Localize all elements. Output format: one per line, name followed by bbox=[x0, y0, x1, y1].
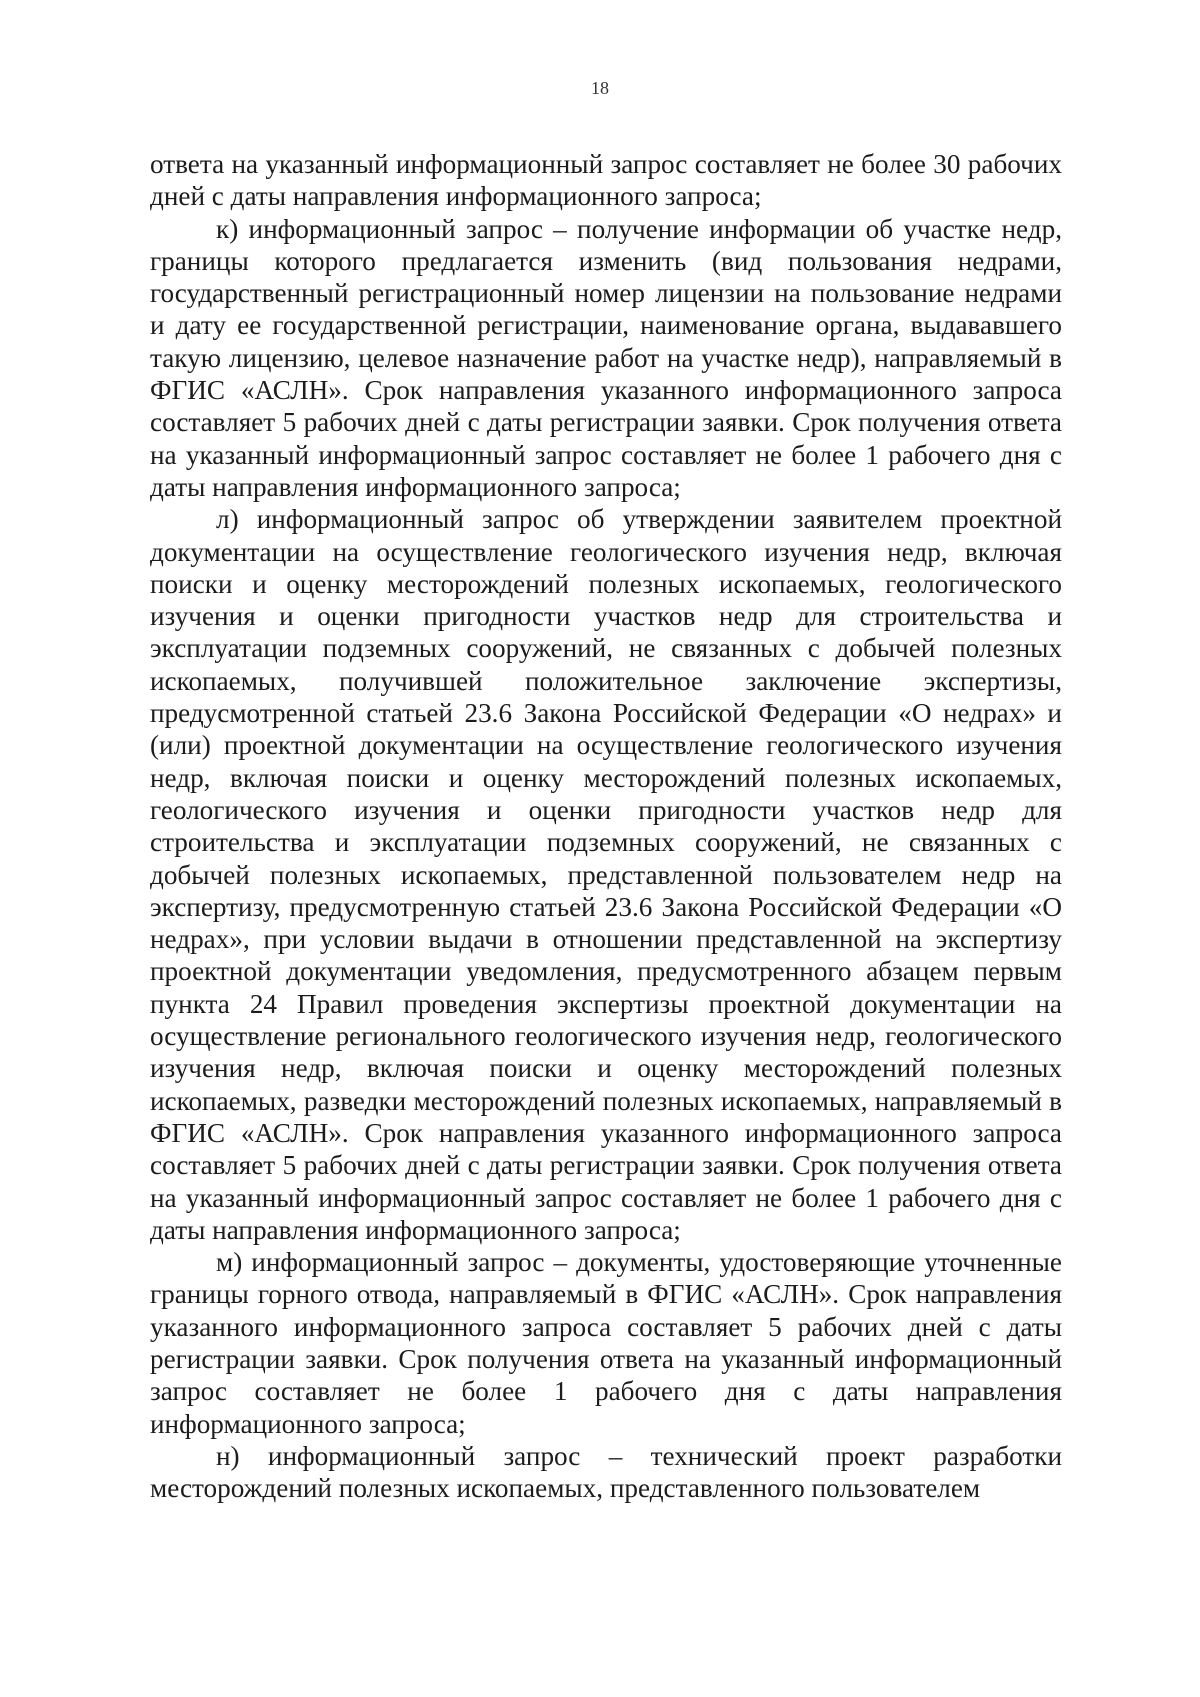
paragraph-item-l: л) информационный запрос об утверждении заявителем проектной документации на осуществление геологического изучения недр, включая поиски и оценку месторождений полезных ископаемых, геологического изучения и оценки пригодности участков недр для строительства и эксплуатации подземных сооружений, не связанных с добычей полезных ископаемых, получившей положительное заключение экспертизы, предусмотренной статьей 23.6 Закона Российской Федерации «О недрах» и (или) проектной документации на осуществление геологического изучения недр, включая поиски и оценку месторождений полезных ископаемых, геологического изучения и оценки пригодности участков недр для строительства и эксплуатации подземных сооружений, не связанных с добычей полезных ископаемых, представленной пользователем недр на экспертизу, предусмотренную статьей 23.6 Закона Российской Федерации «О недрах», при условии выдачи в отношении представленной на экспертизу проектной документации уведомления, предусмотренного абзацем первым пункта 24 Правил проведения экспертизы проектной документации на осуществление регионального геологического изучения недр, геологического изучения недр, включая поиски и оценку месторождений полезных ископаемых, разведки месторождений полезных ископаемых, направляемый в ФГИС «АСЛН». Срок направления указанного информационного запроса составляет 5 рабочих дней с даты регистрации заявки. Срок получения ответа на указанный информационный запрос составляет не более 1 рабочего дня с даты направления информационного запроса; bbox=[150, 504, 1062, 1245]
page-number: 18 bbox=[591, 78, 609, 98]
document-body bbox=[150, 148, 1062, 1504]
paragraph-item-m: м) информационный запрос – документы, удостоверяющие уточненные границы горного отвода, направляемый в ФГИС «АСЛН». Срок направления указанного информационного запроса составляет 5 рабочих дней с даты регистрации заявки. Срок получения ответа на указанный информационный запрос составляет не более 1 рабочего дня с даты направления информационного запроса; bbox=[150, 1247, 1062, 1439]
paragraph-continuation: ответа на указанный информационный запрос составляет не более 30 рабочих дней с даты направления информационного запроса; bbox=[150, 149, 1062, 212]
paragraph-item-n: н) информационный запрос – технический проект разработки месторождений полезных ископаемых, представленного пользователем bbox=[150, 1440, 1062, 1504]
paragraph-item-k: к) информационный запрос – получение информации об участке недр, границы которого предлагается изменить (вид пользования недрами, государственный регистрационный номер лицензии на пользование недрами и дату ее государственной регистрации, наименование органа, выдававшего такую лицензию, целевое назначение работ на участке недр), направляемый в ФГИС «АСЛН». Срок направления указанного информационного запроса составляет 5 рабочих дней с даты регистрации заявки. Срок получения ответа на указанный информационный запрос составляет не более 1 рабочего дня с даты направления информационного запроса; bbox=[150, 213, 1062, 502]
